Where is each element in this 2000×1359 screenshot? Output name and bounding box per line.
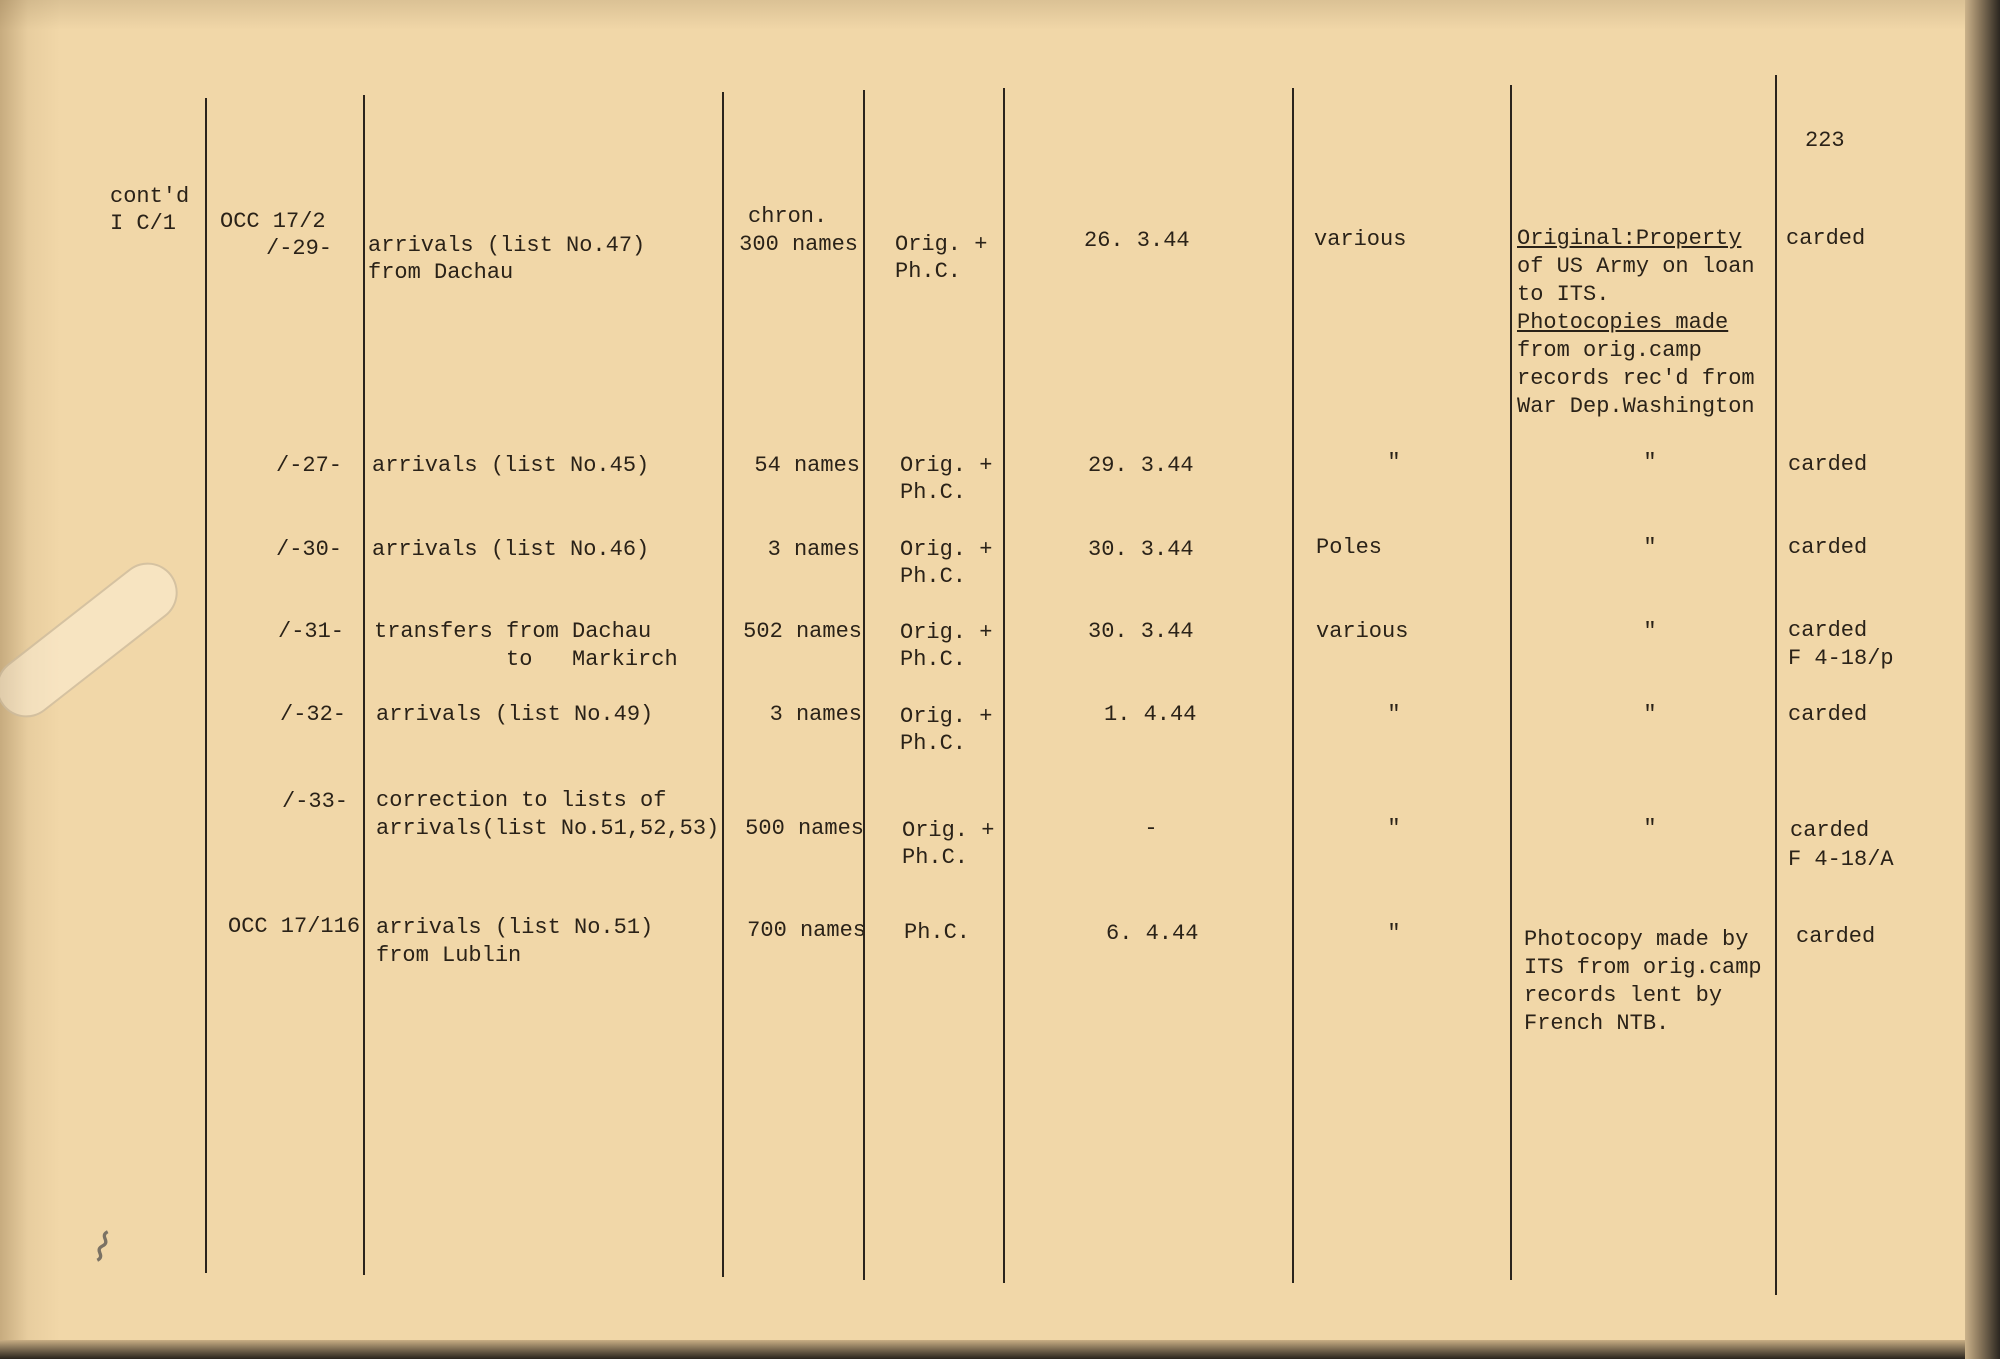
row-status: carded [1788, 702, 1868, 727]
row-remarks: " [1643, 816, 1657, 841]
row-description: arrivals(list No.51,52,53) [376, 816, 720, 841]
row-nationality: " [1387, 450, 1401, 475]
row-ref: /-27- [276, 453, 343, 478]
row-type: Orig. + [900, 620, 993, 645]
row-status: carded [1788, 535, 1868, 560]
row-nationality: various [1316, 619, 1409, 644]
row-ref: /-31- [278, 619, 345, 644]
page-shadow [0, 1340, 1965, 1359]
row-status: carded [1796, 924, 1876, 949]
column-rule [205, 98, 207, 1273]
row-description: arrivals (list No.46) [372, 537, 650, 562]
row-description: arrivals (list No.45) [372, 453, 650, 478]
row-type: Ph.C. [904, 920, 971, 945]
row-remarks: from orig.camp [1517, 338, 1702, 363]
index-tab [0, 550, 190, 729]
row-type: Ph.C. [902, 845, 969, 870]
row-remarks: " [1643, 450, 1657, 475]
row-remarks: French NTB. [1524, 1011, 1670, 1036]
row-date: 1. 4.44 [1104, 702, 1197, 727]
row-ref: OCC 17/116 [228, 914, 361, 939]
row-count: 54 names [754, 453, 860, 478]
row-date: 29. 3.44 [1088, 453, 1194, 478]
row-status: F 4-18/p [1788, 646, 1894, 671]
row-ref: /-33- [282, 789, 349, 814]
row-status: carded [1790, 818, 1870, 843]
row-remarks: Photocopy made by [1524, 927, 1749, 952]
left-header-line-2: I C/1 [110, 211, 177, 236]
row-remarks: Photocopies made [1517, 310, 1729, 335]
row-remarks: ITS from orig.camp [1524, 955, 1762, 980]
row-ref: /-29- [266, 236, 333, 261]
row-nationality: various [1314, 227, 1407, 252]
row-type: Ph.C. [900, 564, 967, 589]
row-description: correction to lists of [376, 788, 667, 813]
row-description: from Dachau [368, 260, 514, 285]
book-edge [1965, 0, 2000, 1359]
row-nationality: " [1387, 816, 1401, 841]
row-type: Orig. + [900, 453, 993, 478]
row-count: 3 names [769, 702, 862, 727]
row-remarks: records rec'd from [1517, 366, 1755, 391]
row-remarks: of US Army on loan [1517, 254, 1755, 279]
column-rule [1510, 85, 1512, 1280]
column-rule [363, 95, 365, 1275]
row-remarks: War Dep.Washington [1517, 394, 1755, 419]
row-description: arrivals (list No.47) [368, 233, 646, 258]
row-remarks: " [1643, 619, 1657, 644]
row-description: transfers from Dachau [374, 619, 652, 644]
row-type: Orig. + [900, 704, 993, 729]
row-type: Ph.C. [895, 259, 962, 284]
row-count: 3 names [767, 537, 860, 562]
row-nationality: " [1387, 921, 1401, 946]
row-remarks: records lent by [1524, 983, 1723, 1008]
row-count: 300 names [739, 232, 858, 257]
row-count: 700 names [747, 918, 866, 943]
row-status: F 4-18/A [1788, 847, 1894, 872]
page-number: 223 [1805, 128, 1845, 153]
count-column-header: chron. [748, 204, 828, 229]
row-description: arrivals (list No.51) [376, 915, 654, 940]
row-count: 502 names [743, 619, 862, 644]
row-remarks: " [1643, 702, 1657, 727]
row-date: 26. 3.44 [1084, 228, 1190, 253]
row-type: Orig. + [902, 818, 995, 843]
row-count: 500 names [745, 816, 864, 841]
row-description: arrivals (list No.49) [376, 702, 654, 727]
row-remarks: Original:Property [1517, 226, 1742, 251]
row-type: Ph.C. [900, 480, 967, 505]
row-remarks: to ITS. [1517, 282, 1610, 307]
row-date: 6. 4.44 [1106, 921, 1199, 946]
row-date: - [1144, 816, 1158, 841]
column-rule [722, 92, 724, 1277]
row-date: 30. 3.44 [1088, 619, 1194, 644]
row-date: 30. 3.44 [1088, 537, 1194, 562]
row-type: Orig. + [900, 537, 993, 562]
row-description: from Lublin [376, 943, 522, 968]
row-status: carded [1786, 226, 1866, 251]
row-description: to Markirch [374, 647, 678, 672]
row-type: Orig. + [895, 232, 988, 257]
column-rule [1775, 75, 1777, 1295]
column-rule [863, 90, 865, 1280]
row-status: carded [1788, 452, 1868, 477]
row-nationality: Poles [1316, 535, 1383, 560]
left-header-line-1: cont'd [110, 184, 190, 209]
column-rule [1003, 88, 1005, 1283]
row-status: carded [1788, 618, 1868, 643]
column-rule [1292, 88, 1294, 1283]
group-reference: OCC 17/2 [220, 209, 326, 234]
row-ref: /-30- [276, 537, 343, 562]
row-nationality: " [1387, 702, 1401, 727]
row-ref: /-32- [280, 702, 347, 727]
row-type: Ph.C. [900, 647, 967, 672]
row-type: Ph.C. [900, 731, 967, 756]
row-remarks: " [1643, 535, 1657, 560]
pencil-mark: ⌇ [84, 1223, 119, 1273]
